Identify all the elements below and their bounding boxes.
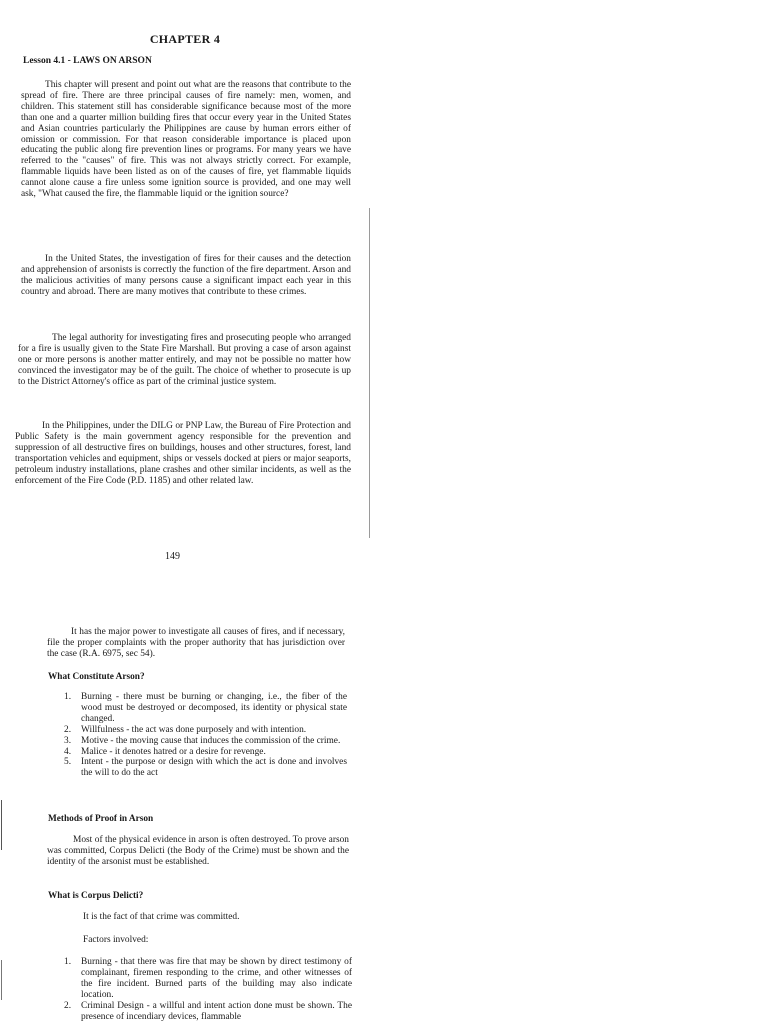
- corpus-definition: It is the fact of that crime was committed.: [83, 912, 240, 922]
- heading-methods-of-proof: Methods of Proof in Arson: [48, 814, 154, 824]
- constitute-list: [64, 692, 347, 779]
- paragraph-methods: Most of the physical evidence in arson is often destroyed. To prove arson was committed, Corpus Delicti (the Body of the Crime) must be shown and the identity of the arsonist must be established.: [47, 835, 349, 867]
- heading-what-is-corpus-delicti: What is Corpus Delicti?: [48, 891, 144, 901]
- paragraph-major-power: It has the major power to investigate all causes of fires, and if necessary, file the proper complaints with the proper authority that has jurisdiction over the case (R.A. 6975, sec 54).: [47, 627, 345, 659]
- page-number: 149: [165, 551, 180, 562]
- list-item: 4. Malice - it denotes hatred or a desire for revenge.: [64, 746, 266, 757]
- factors-list: [64, 957, 352, 1022]
- paragraph-legal-authority: The legal authority for investigating fires and prosecuting people who arranged for a fire is usually given to the State Fire Marshall. But proving a case of arson against one or more persons is another matter entirely, and may not be possible no matter how convinced the investigator may be of the guilt. The choice of whether to prosecute is up to the District Attorney's office as part of the criminal justice system.: [18, 333, 351, 387]
- document-page-149: [0, 0, 370, 590]
- paragraph-philippines: In the Philippines, under the DILG or PNP Law, the Bureau of Fire Protection and Public Safety is the main government agency responsible for the prevention and suppression of all destructive fires on buildings, houses and other structures, forest, land transportation vehicles and equipment, ships or vessels docked at piers or major seaports, petroleum industry installations, plane crashes and other similar incidents, as well as the enforcement of the Fire Code (P.D. 1185) and other related law.: [15, 421, 351, 486]
- lesson-title: Lesson 4.1 - LAWS ON ARSON: [23, 56, 152, 66]
- paragraph-united-states: In the United States, the investigation of fires for their causes and the detection and apprehension of arsonists is correctly the function of the fire department. Arson and the malicious activities of many persons cause a significant impact each year in this country and abroad. There are many motives that contribute to these crimes.: [21, 254, 351, 297]
- list-item: 3. Motive - the moving cause that induces the commission of the crime.: [64, 735, 341, 746]
- scan-edge-mark: [1, 800, 2, 850]
- list-item: 1. Burning - there must be burning or changing, i.e., the fiber of the wood must be destroyed or decomposed, its identity or physical state changed.: [64, 692, 347, 724]
- heading-what-constitute-arson: What Constitute Arson?: [48, 672, 145, 682]
- chapter-title: CHAPTER 4: [149, 32, 221, 46]
- list-item: 2. Criminal Design - a willful and intent action done must be shown. The presence of incendiary devices, flammable: [64, 1000, 352, 1022]
- list-item: 1. Burning - that there was fire that may be shown by direct testimony of complainant, firemen responding to the crime, and other witnesses of the fire incident. Burned parts of the building may also indicate location.: [64, 957, 352, 1000]
- list-item: 5. Intent - the purpose or design with which the act is done and involves the will to do the act: [64, 757, 347, 779]
- list-item: 2. Willfulness - the act was done purposely and with intention.: [64, 724, 307, 735]
- paragraph-reasons: This chapter will present and point out what are the reasons that contribute to the spread of fire. There are three principal causes of fire namely: men, women, and children. This statement still has considerable significance because most of the more than one and a quarter million building fires that occur every year in the United States and Asian countries particularly the Philippines are cause by human errors either of omission or commission. For that reason considerable importance is placed upon educating the public along fire prevention lines or programs. For many years we have referred to the "causes" of fire. This was not always strictly correct. For example, flammable liquids have been listed as on of the causes of fire, yet flammable liquids cannot alone cause a fire unless some ignition source is provided, and one may well ask, "What caused the fire, the flammable liquid or the ignition source?: [21, 80, 351, 200]
- document-page-150: [0, 615, 370, 1024]
- factors-label: Factors involved:: [83, 935, 149, 945]
- scan-edge-mark: [1, 960, 2, 1000]
- scan-edge-line: [369, 208, 370, 538]
